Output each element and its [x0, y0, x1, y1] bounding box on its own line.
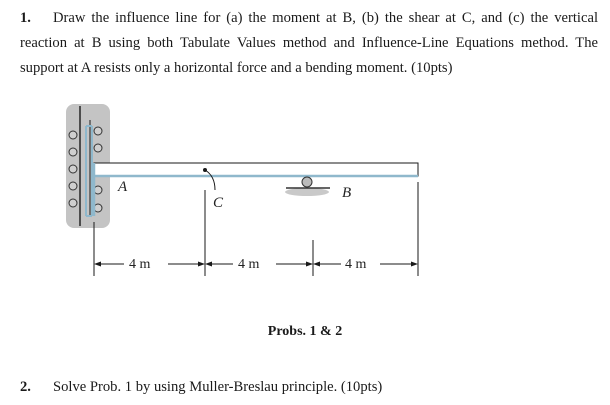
problem-2 — [20, 375, 382, 400]
dimension-2: 4 m — [238, 257, 260, 272]
support-b-roller — [302, 177, 312, 187]
figure-caption: Probs. 1 & 2 — [267, 324, 343, 339]
label-b: B — [342, 185, 352, 201]
label-c: C — [213, 195, 224, 211]
support-b-shadow — [285, 188, 329, 196]
problem-1-text: Draw the influence line for (a) the moment at B, (b) the shear at C, and (c) the vertical reaction at B using both Tabulate Values method and Influence-Line Equations method. The support at A resists only a horizontal force and a bending moment. (10pts) — [20, 10, 598, 76]
beam — [94, 163, 418, 176]
dimension-3: 4 m — [345, 257, 367, 272]
label-a: A — [118, 179, 128, 195]
problem-2-number: 2. — [20, 379, 31, 395]
problem-1-number: 1. — [20, 10, 31, 26]
dimension-1: 4 m — [129, 257, 151, 272]
problem-2-text: Solve Prob. 1 by using Muller-Breslau principle. (10pts) — [53, 379, 383, 395]
